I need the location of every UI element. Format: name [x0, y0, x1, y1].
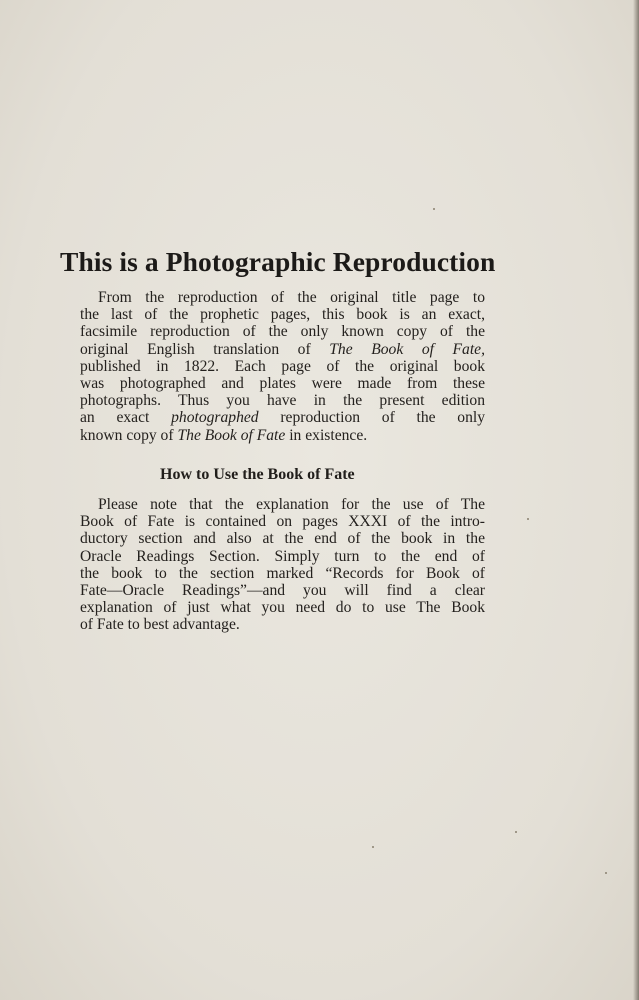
- usage-paragraph: [80, 496, 485, 634]
- text-fragment: an exact: [80, 409, 150, 427]
- text-fragment: in existence.: [289, 426, 368, 444]
- text-line: Oracle Readings Section. Simply turn to the end of: [80, 547, 485, 565]
- text-line: was photographed and plates were made from these: [80, 375, 485, 393]
- text-line: explanation of just what you need do to use The Book: [80, 599, 485, 617]
- text-line: Fate—Oracle Readings”—and you will find a clear: [80, 582, 485, 600]
- text-line: the last of the prophetic pages, this book is an exact,: [80, 306, 485, 324]
- text-fragment: reproduction of the only: [280, 409, 486, 427]
- binding-edge: [633, 0, 639, 1000]
- text-line: ductory section and also at the end of the book in the: [80, 530, 485, 548]
- italic-word: photographed: [171, 409, 259, 427]
- paper-speck: [433, 208, 435, 210]
- text-line: [80, 341, 485, 358]
- text-line: of Fate to best advantage.: [80, 616, 240, 634]
- paper-speck: [527, 518, 529, 520]
- text-line: published in 1822. Each page of the original book: [80, 357, 485, 375]
- text-line: the book to the section marked “Records for Book of: [80, 564, 485, 582]
- text-line: photographs. Thus you have in the present edition: [80, 392, 485, 410]
- text-line: Please note that the explanation for the use of The: [98, 496, 485, 513]
- book-title-italic: The Book of Fate,: [329, 340, 485, 358]
- text-line: [80, 409, 485, 426]
- text-line: From the reproduction of the original title page to: [98, 289, 485, 306]
- text-line: Book of Fate is contained on pages XXXI of the intro-: [80, 513, 485, 531]
- text-line: [80, 427, 485, 444]
- text-fragment: known copy of: [80, 426, 174, 444]
- book-title-italic: The Book of Fate: [177, 426, 286, 444]
- page-title: This is a Photographic Reproduction: [60, 246, 496, 277]
- text-fragment: original English translation of: [80, 340, 311, 358]
- paper-speck: [605, 872, 607, 874]
- paper-speck: [372, 846, 374, 848]
- intro-paragraph: [80, 289, 485, 444]
- text-line: facsimile reproduction of the only known copy of the: [80, 323, 485, 341]
- section-heading: How to Use the Book of Fate: [160, 466, 355, 483]
- paper-speck: [515, 831, 517, 833]
